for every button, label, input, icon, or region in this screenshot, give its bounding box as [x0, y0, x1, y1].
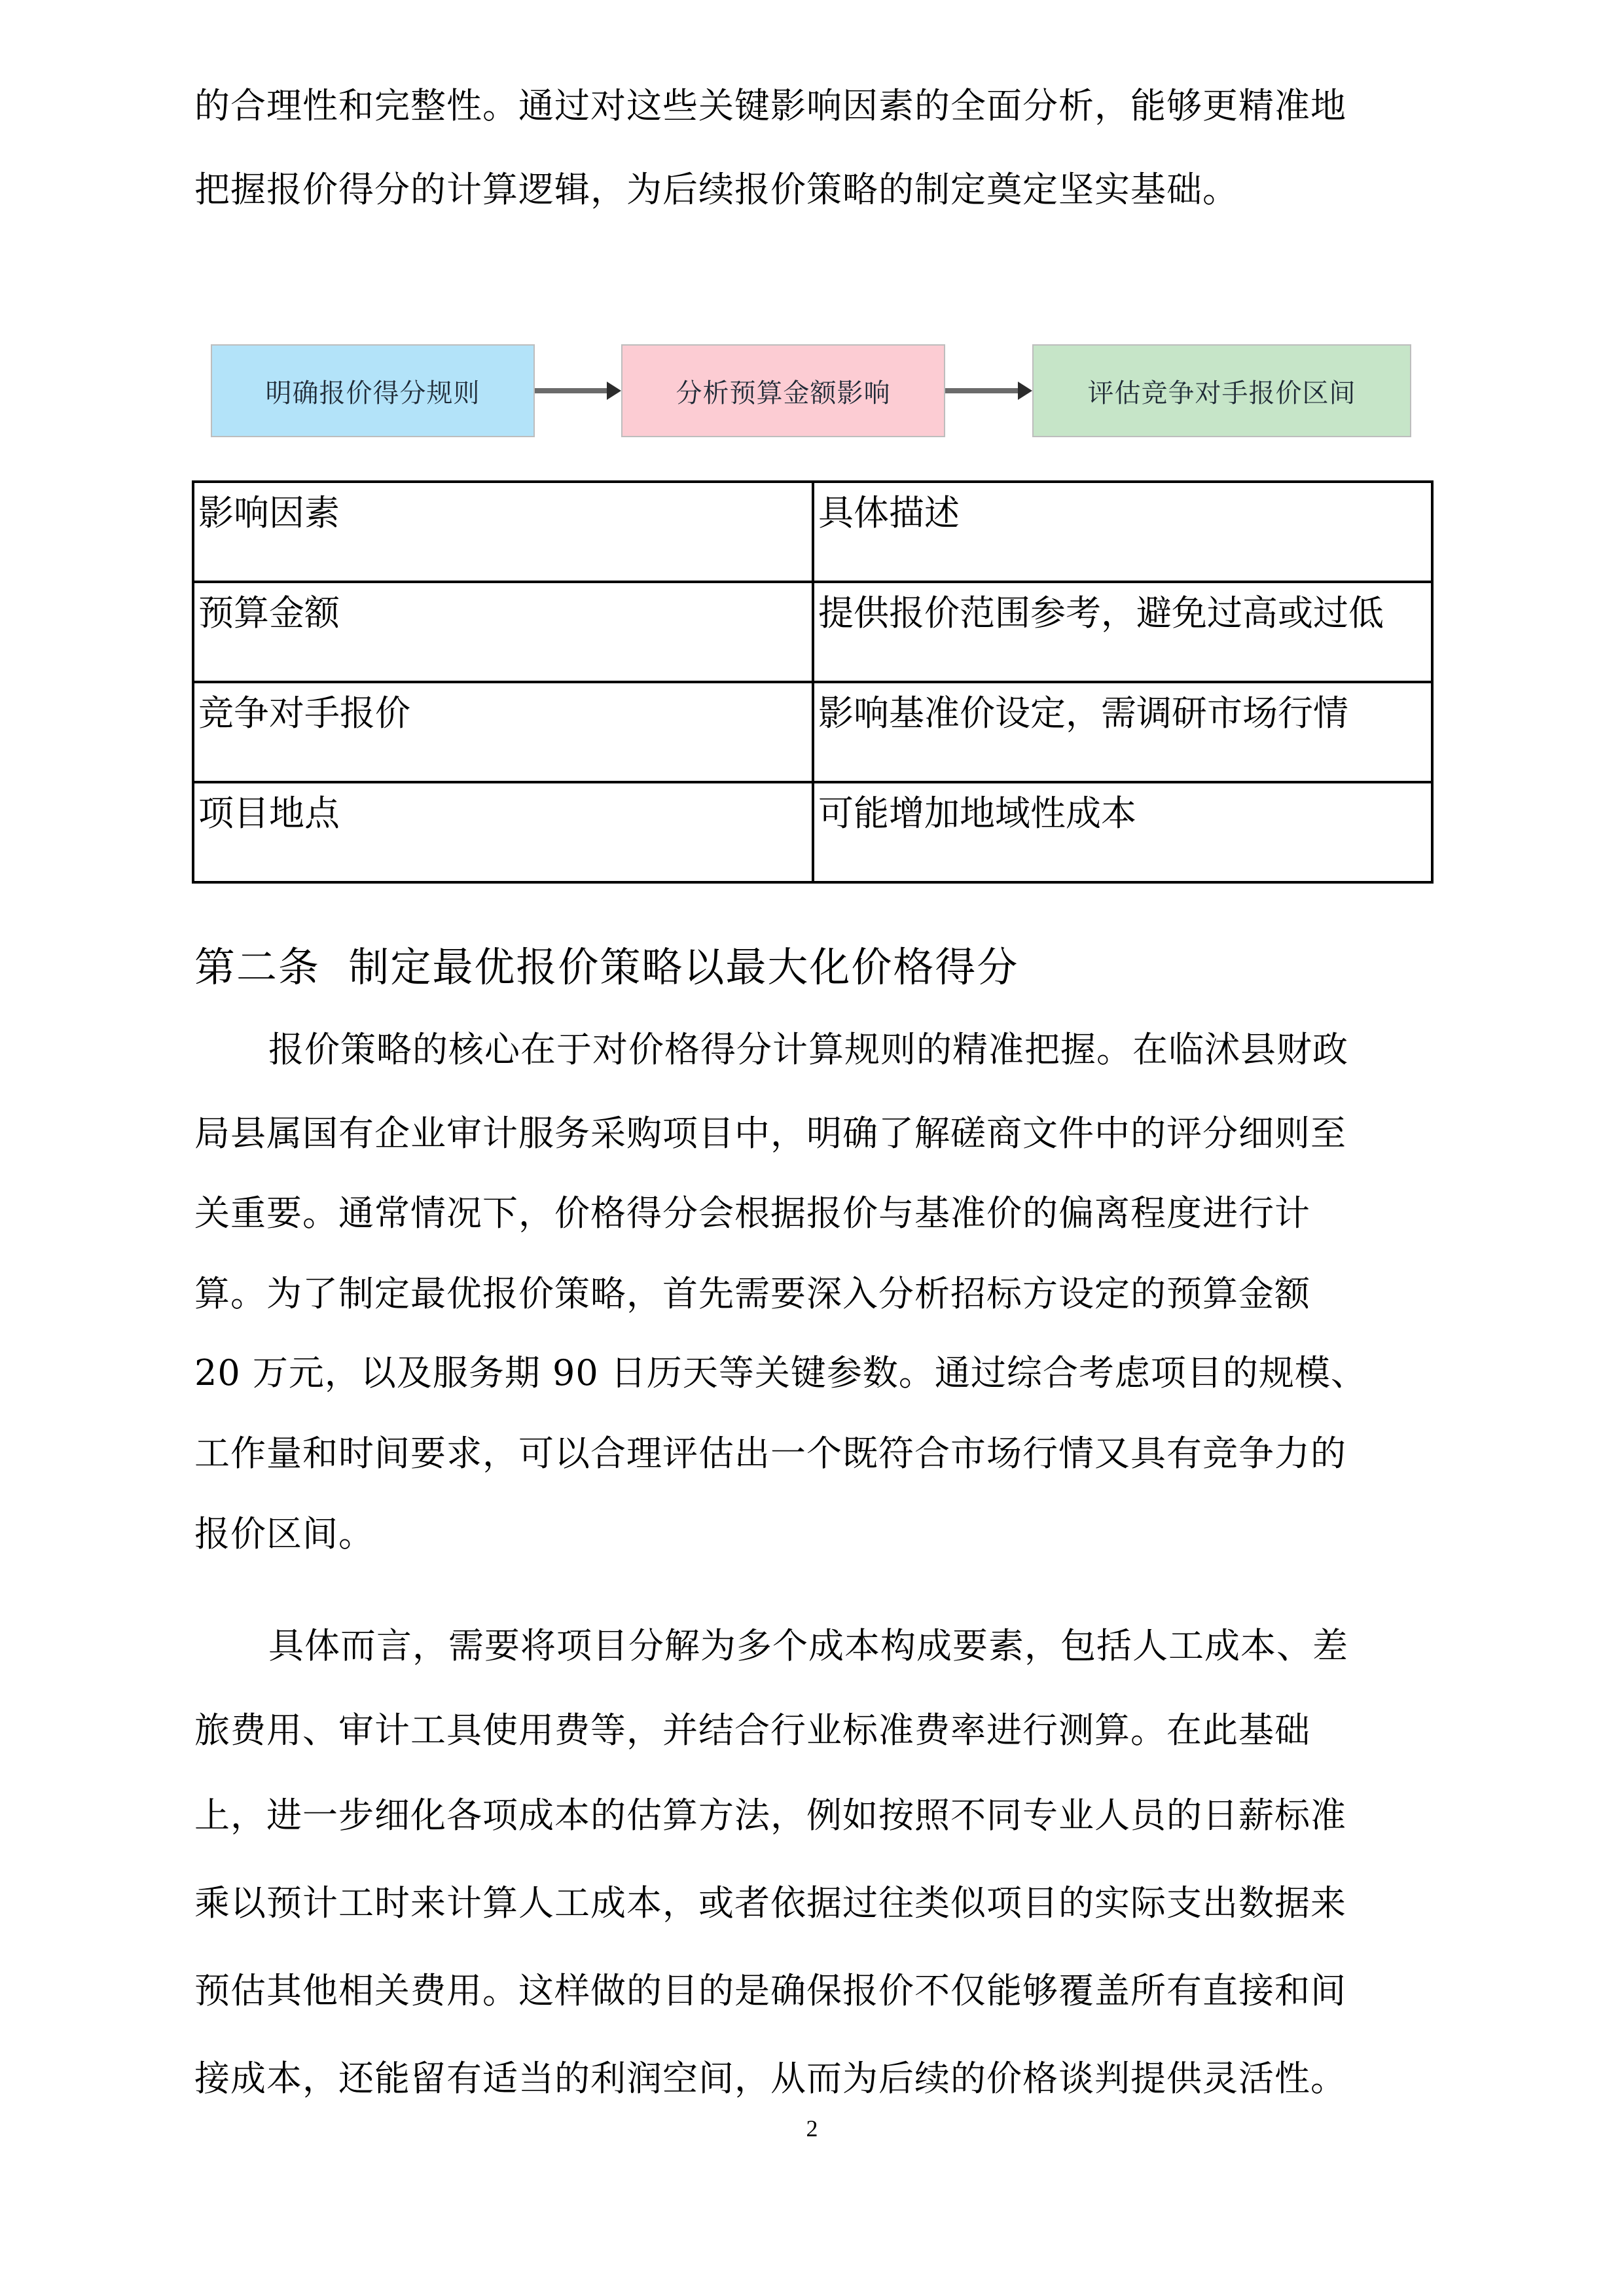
table-header-row	[193, 482, 1432, 582]
flow-step-2-label: 分析预算金额影响	[676, 378, 891, 408]
flow-step-3-label: 评估竞争对手报价区间	[1087, 378, 1356, 408]
table-cell: 预算金额	[193, 582, 813, 682]
paragraph-line: 工作量和时间要求，可以合理评估出一个既符合市场行情又具有竞争力的	[194, 1433, 1346, 1474]
intro-line-2: 把握报价得分的计算逻辑，为后续报价策略的制定奠定坚实基础。	[194, 169, 1238, 210]
paragraph-line: 上，进一步细化各项成本的估算方法，例如按照不同专业人员的日薪标准	[194, 1795, 1346, 1836]
paragraph-line: 预估其他相关费用。这样做的目的是确保报价不仅能够覆盖所有直接和间	[194, 1970, 1346, 2011]
paragraph-line: 旅费用、审计工具使用费等，并结合行业标准费率进行测算。在此基础	[194, 1710, 1310, 1751]
page-number: 2	[806, 2115, 818, 2142]
table-cell: 项目地点	[193, 782, 813, 882]
paragraph-line: 算。为了制定最优报价策略，首先需要深入分析招标方设定的预算金额	[194, 1273, 1310, 1314]
table-cell: 竞争对手报价	[193, 682, 813, 782]
paragraph-line: 局县属国有企业审计服务采购项目中，明确了解磋商文件中的评分细则至	[194, 1113, 1346, 1154]
paragraph-line: 报价策略的核心在于对价格得分计算规则的精准把握。在临沭县财政	[268, 1029, 1348, 1070]
paragraph-line: 关重要。通常情况下，价格得分会根据报价与基准价的偏离程度进行计	[194, 1193, 1310, 1234]
paragraph-line: 具体而言，需要将项目分解为多个成本构成要素，包括人工成本、差	[268, 1625, 1348, 1666]
intro-line-1: 的合理性和完整性。通过对这些关键影响因素的全面分析，能够更精准地	[194, 85, 1346, 126]
table-cell: 影响基准价设定，需调研市场行情	[813, 682, 1432, 782]
paragraph-line: 乘以预计工时来计算人工成本，或者依据过往类似项目的实际支出数据来	[194, 1882, 1346, 1924]
table-cell: 可能增加地域性成本	[813, 782, 1432, 882]
paragraph-line: 报价区间。	[194, 1513, 374, 1554]
flow-step-2	[621, 344, 945, 437]
table-row	[193, 782, 1432, 882]
section-heading: 第二条 制定最优报价策略以最大化价格得分	[194, 943, 1019, 991]
arrow-right-icon	[945, 388, 1019, 393]
paragraph-line: 20 万元，以及服务期 90 日历天等关键参数。通过综合考虑项目的规模、	[194, 1352, 1367, 1393]
table-header-cell: 影响因素	[193, 482, 813, 582]
flow-step-1-label: 明确报价得分规则	[265, 378, 480, 408]
arrow-right-icon	[535, 388, 608, 393]
table-cell: 提供报价范围参考，避免过高或过低	[813, 582, 1432, 682]
flow-step-3	[1032, 344, 1411, 437]
paragraph-line: 接成本，还能留有适当的利润空间，从而为后续的价格谈判提供灵活性。	[194, 2058, 1346, 2099]
factor-table	[192, 480, 1434, 884]
table-header-cell: 具体描述	[813, 482, 1432, 582]
flow-step-1	[211, 344, 535, 437]
table-row	[193, 682, 1432, 782]
table-row	[193, 582, 1432, 682]
